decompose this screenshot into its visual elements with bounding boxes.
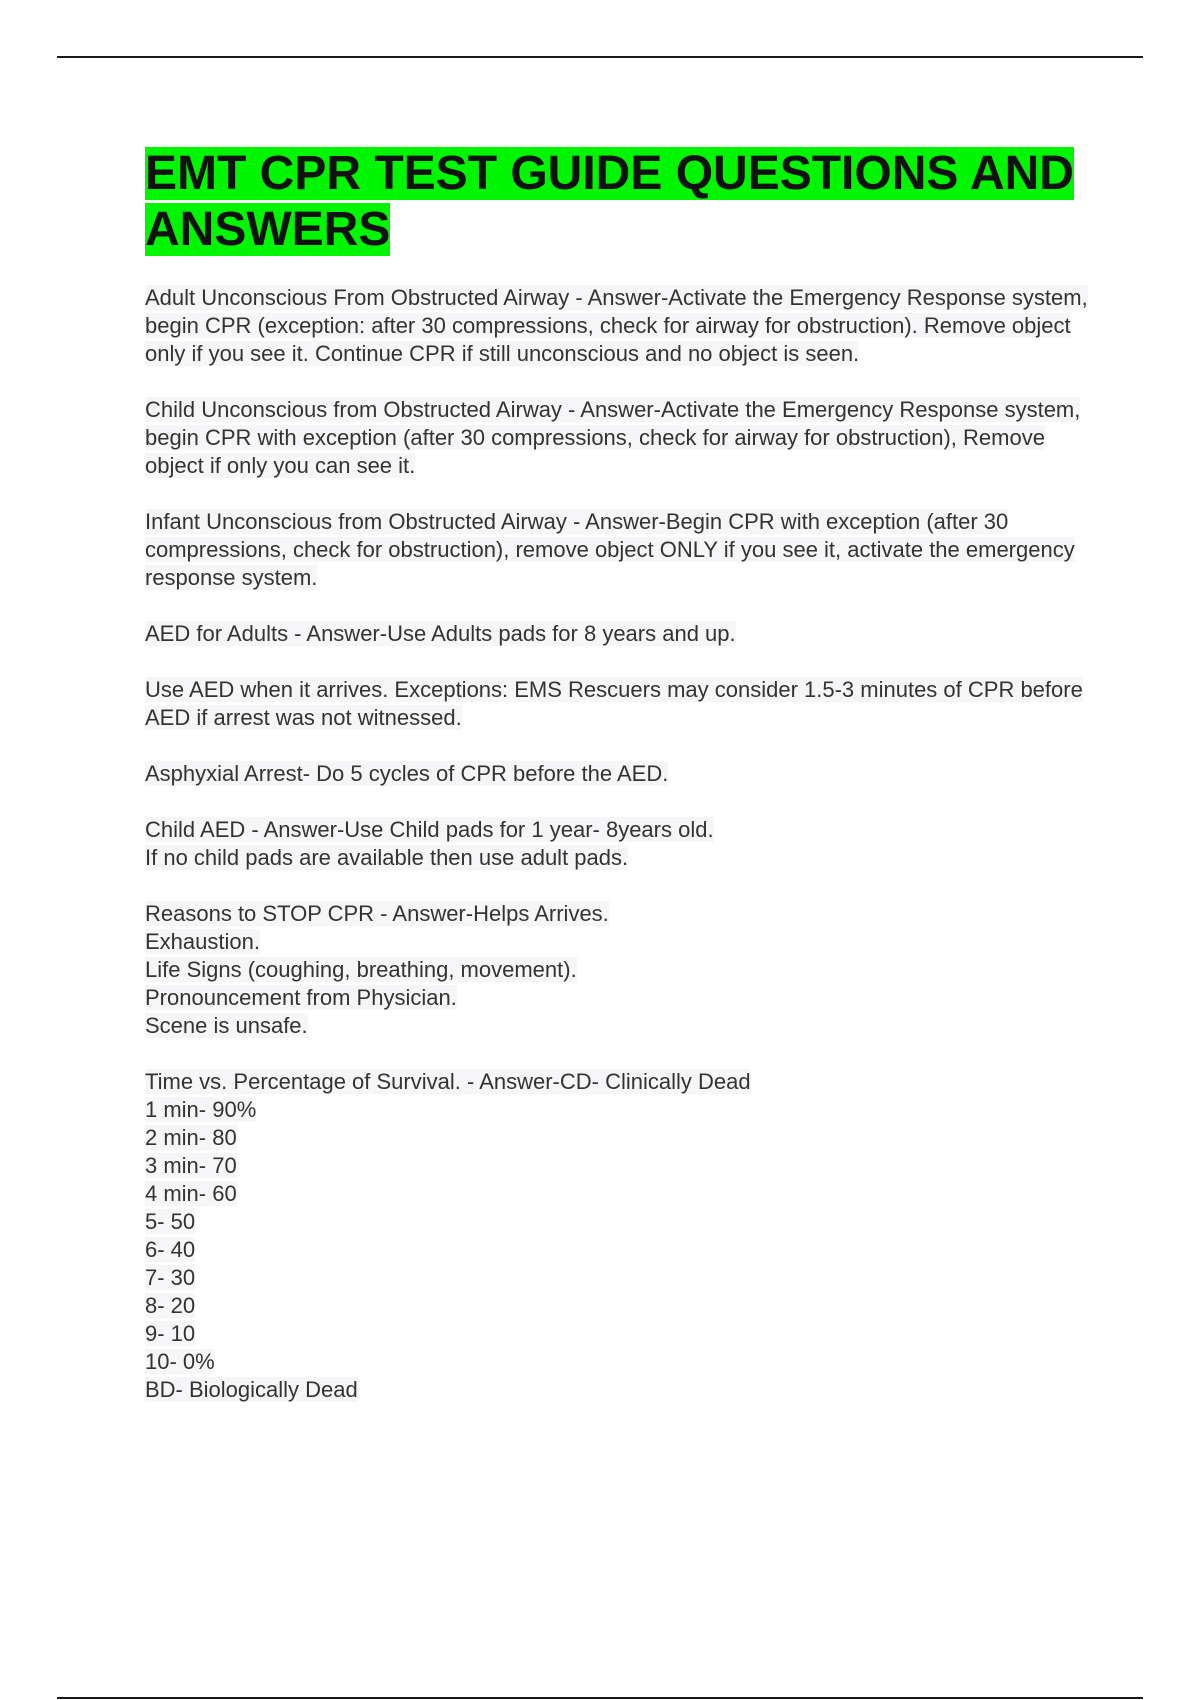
qa-line <box>145 956 1095 984</box>
qa-line <box>145 676 1095 732</box>
qa-line <box>145 1264 1095 1292</box>
qa-line-text: 6- 40 <box>145 1237 196 1262</box>
qa-entry <box>145 396 1095 480</box>
header-rule <box>57 56 1143 58</box>
document-body <box>145 146 1095 1432</box>
qa-line <box>145 1068 1095 1096</box>
qa-line-text: Exhaustion. <box>145 929 260 954</box>
qa-line-text: Time vs. Percentage of Survival. - Answer-CD- Clinically Dead <box>145 1069 751 1094</box>
qa-line-text: BD- Biologically Dead <box>145 1377 358 1402</box>
qa-line-text: 8- 20 <box>145 1293 196 1318</box>
qa-entry <box>145 760 1095 788</box>
qa-line <box>145 816 1095 844</box>
qa-line <box>145 1348 1095 1376</box>
qa-line-text: Pronouncement from Physician. <box>145 985 457 1010</box>
qa-line-text: Reasons to STOP CPR - Answer-Helps Arrives. <box>145 901 609 926</box>
qa-line <box>145 1096 1095 1124</box>
qa-line <box>145 1292 1095 1320</box>
qa-line-text: 2 min- 80 <box>145 1125 237 1150</box>
qa-line-text: Use AED when it arrives. Exceptions: EMS Rescuers may consider 1.5-3 minutes of CPR before AED if arrest was not witnessed. <box>145 677 1083 730</box>
qa-line <box>145 760 1095 788</box>
qa-line-text: 4 min- 60 <box>145 1181 237 1206</box>
qa-line <box>145 1012 1095 1040</box>
qa-list <box>145 284 1095 1404</box>
qa-line-text: AED for Adults - Answer-Use Adults pads for 8 years and up. <box>145 621 736 646</box>
qa-entry <box>145 620 1095 648</box>
qa-line-text: Child Unconscious from Obstructed Airway - Answer-Activate the Emergency Response system, begin CPR with exception (after 30 compressions, check for airway for obstruction), Remove object if only you can see it. <box>145 397 1081 478</box>
qa-line <box>145 1152 1095 1180</box>
document-title-text: EMT CPR TEST GUIDE QUESTIONS AND ANSWERS <box>145 147 1074 256</box>
qa-line-text: Infant Unconscious from Obstructed Airway - Answer-Begin CPR with exception (after 30 compressions, check for obstruction), remove object ONLY if you see it, activate the emergency response system. <box>145 509 1075 590</box>
qa-line <box>145 844 1095 872</box>
qa-line-text: Life Signs (coughing, breathing, movement). <box>145 957 577 982</box>
qa-line <box>145 620 1095 648</box>
qa-entry <box>145 816 1095 872</box>
qa-line-text: Child AED - Answer-Use Child pads for 1 year- 8years old. <box>145 817 714 842</box>
qa-line-text: 9- 10 <box>145 1321 196 1346</box>
qa-line-text: 7- 30 <box>145 1265 196 1290</box>
document-title <box>145 146 1095 258</box>
qa-line <box>145 508 1095 592</box>
qa-line <box>145 1376 1095 1404</box>
qa-line <box>145 284 1095 368</box>
qa-line-text: Adult Unconscious From Obstructed Airway - Answer-Activate the Emergency Response system, begin CPR (exception: after 30 compressions, check for airway for obstruction). Remove object only if you see it. Continue CPR if still unconscious and no object is seen. <box>145 285 1088 366</box>
qa-line-text: 3 min- 70 <box>145 1153 237 1178</box>
qa-line <box>145 1236 1095 1264</box>
qa-line <box>145 984 1095 1012</box>
qa-entry <box>145 676 1095 732</box>
qa-line <box>145 396 1095 480</box>
qa-line <box>145 1208 1095 1236</box>
qa-line-text: Scene is unsafe. <box>145 1013 308 1038</box>
qa-entry <box>145 1068 1095 1404</box>
qa-line-text: If no child pads are available then use adult pads. <box>145 845 629 870</box>
qa-line-text: 1 min- 90% <box>145 1097 257 1122</box>
qa-entry <box>145 900 1095 1040</box>
qa-line-text: 10- 0% <box>145 1349 215 1374</box>
qa-entry <box>145 284 1095 368</box>
qa-entry <box>145 508 1095 592</box>
qa-line-text: Asphyxial Arrest- Do 5 cycles of CPR before the AED. <box>145 761 669 786</box>
qa-line <box>145 1124 1095 1152</box>
qa-line <box>145 1320 1095 1348</box>
qa-line <box>145 900 1095 928</box>
footer-rule <box>57 1697 1143 1699</box>
qa-line <box>145 928 1095 956</box>
qa-line-text: 5- 50 <box>145 1209 196 1234</box>
qa-line <box>145 1180 1095 1208</box>
